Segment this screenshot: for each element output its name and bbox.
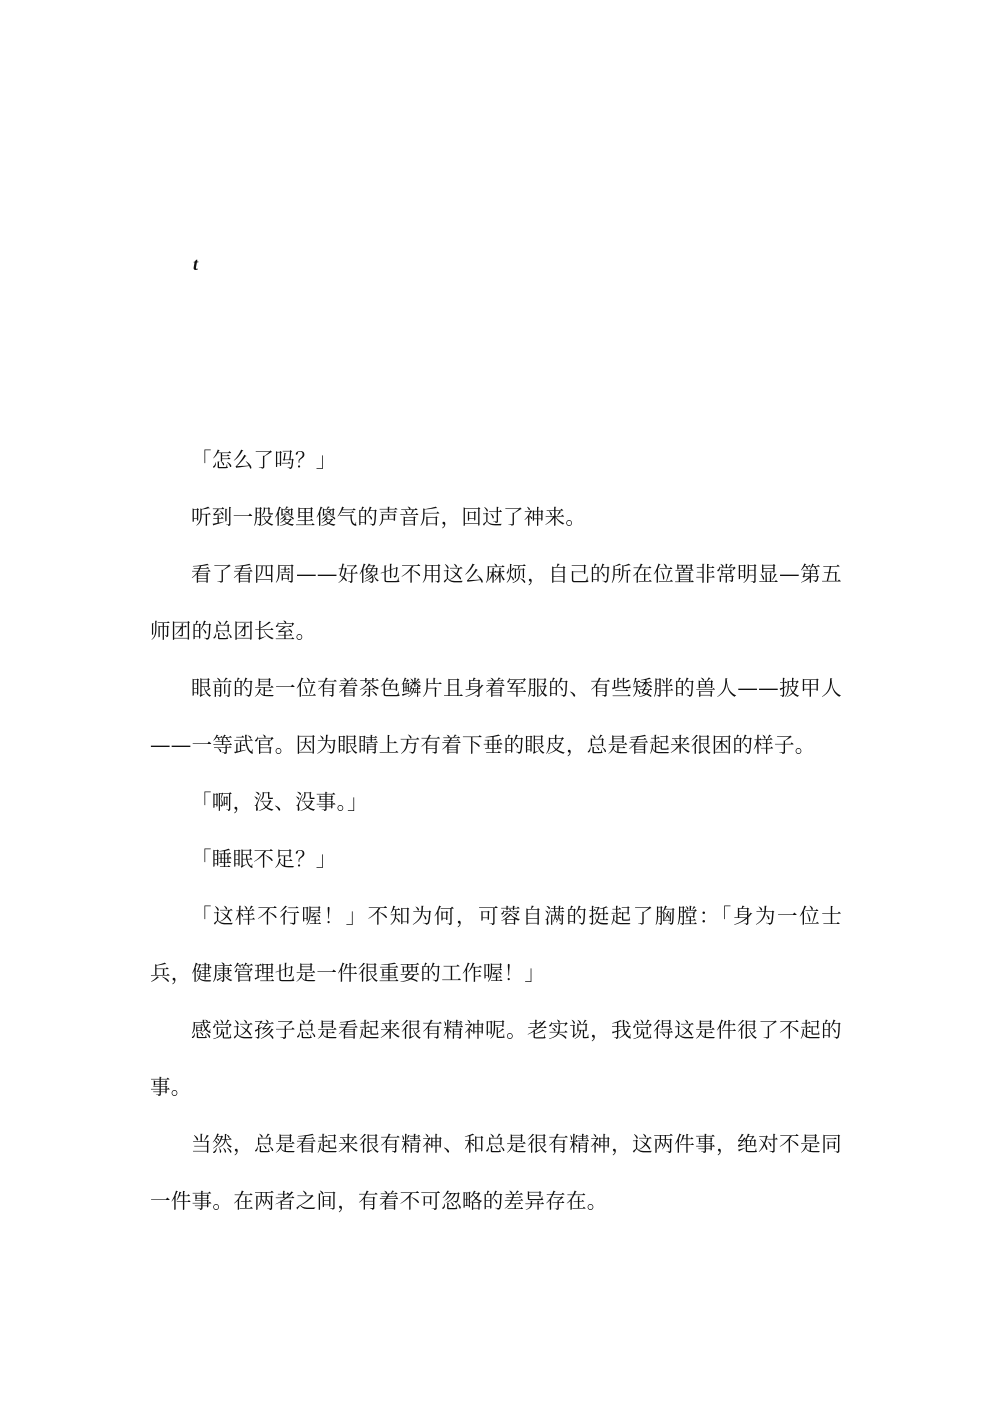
paragraph: 「啊，没、没事。」	[191, 790, 368, 814]
body-text	[150, 432, 842, 1230]
stray-mark: t	[193, 254, 199, 274]
paragraph: 看了看四周——好像也不用这么麻烦，自己的所在位置非常明显—第五师团的总团长室。	[150, 562, 842, 643]
paragraph: 「睡眠不足？」	[191, 847, 337, 871]
paragraph: 感觉这孩子总是看起来很有精神呢。老实说，我觉得这是件很了不起的事。	[150, 1018, 842, 1099]
paragraph: 眼前的是一位有着茶色鳞片且身着军服的、有些矮胖的兽人——披甲人——一等武官。因为眼睛上方有着下垂的眼皮，总是看起来很困的样子。	[150, 676, 842, 757]
paragraph: 「怎么了吗？」	[191, 448, 337, 472]
paragraph: 「这样不行喔！」不知为何，可蓉自满的挺起了胸膛：「身为一位士兵，健康管理也是一件很重要的工作喔！」	[150, 904, 842, 985]
paragraph: 当然，总是看起来很有精神、和总是很有精神，这两件事，绝对不是同一件事。在两者之间，有着不可忽略的差异存在。	[150, 1132, 842, 1213]
paragraph: 听到一股傻里傻气的声音后，回过了神来。	[191, 505, 587, 529]
